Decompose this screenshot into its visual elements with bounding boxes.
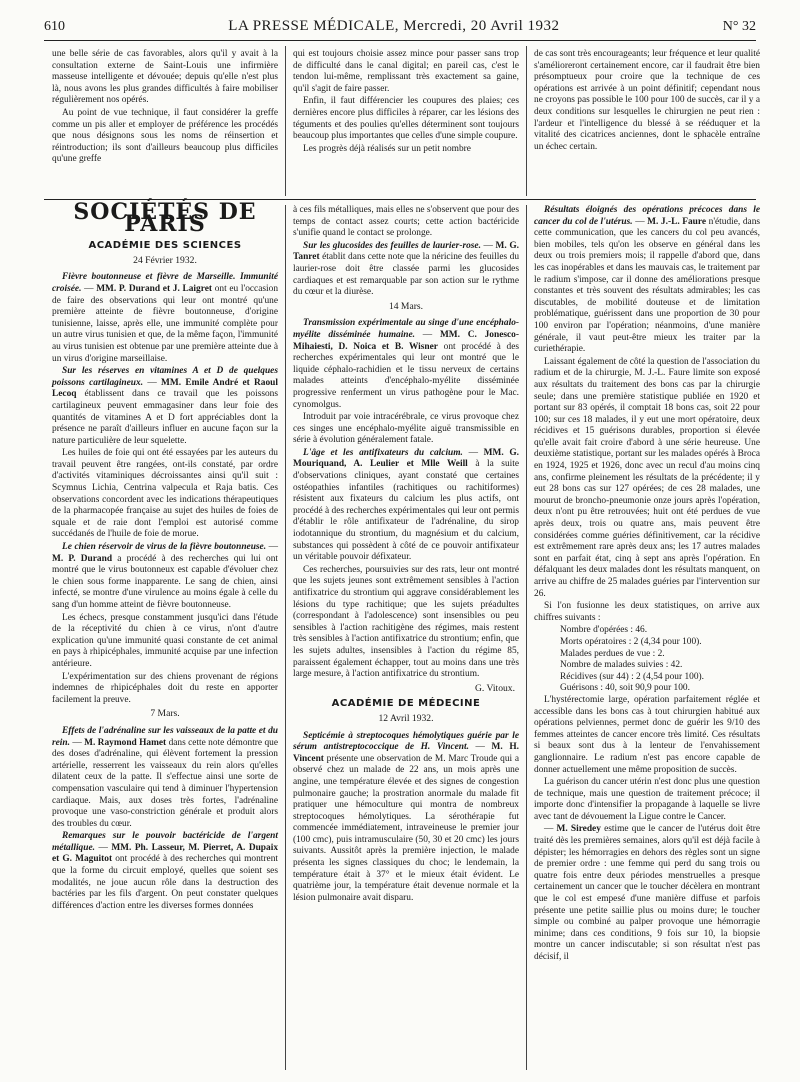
journal-title: LA PRESSE MÉDICALE, [228,18,400,34]
article-text: ont procédé à des recherches expérimentales qui leur ont montré que le liquide céphalo-rachidien et le tissu nerveux de certains malades atteints d'encéphalo-myélite disséminée progressive renferment un virus pathogène pour le Mac. cynomolgus. [293,341,519,410]
paragraph: Les progrès déjà réalisés sur un petit nombre [303,143,471,154]
article: — M. Siredey estime que le cancer de l'utérus doit être traité dès les premières semaines, alors qu'il est déjà facile à dépister; les hémorragies en dehors des règles sont un signe de premier ordre : une femme qui perd du sang trois ou quatre fois entre deux périodes menstruelles a presque certainement un cancer que le toucher décèlera en montrant que le col est empesé d'une manière diffuse et parfois présente une petite saillie plus ou moins dure; le toucher simple ou combiné au palper provoque une hémorragie minime; dans ces conditions, 9 fois sur 10, la biopsie montre un cancer indiscutable; si son résultat n'est pas décisif, il [534,824,761,962]
article: Septicémie à streptocoques hémolytiques guérie par le sérum antistreptococcique de H. Vincent. — M. H. Vincent présente une observation de M. Marc Troude qui a observé chez un malade de 22 ans, un mois après une angine, une température élevée et des signes de congestion pulmonaire gauche; la prostration anormale du malade fit pratiquer une hémoculture qui montra de nombreux streptocoques hémolytiques. La sérothérapie fut commencée immédiatement, intraveineuse le premier jour (100 cmc), puis intramusculaire (50, 30 et 20 cmc) les jours suivants. Aussitôt après la première injection, le malade présenta les signes classiques du choc; le lendemain, la température était à 37° et le mieux était évident. Le quatrième jour, la température était devenue normale et la lésion pulmonaire avait disparu. [293,730,520,903]
column-divider [285,205,286,1070]
header-rule [44,40,756,41]
issue-date: Mercredi, 20 Avril 1932 [403,18,560,34]
article-title: L'âge et les antifixateurs du calcium. [303,447,463,458]
article: Effets de l'adrénaline sur les vaisseaux de la patte et du rein. — M. Raymond Hamet dans cette note démontre que des doses d'adrénaline, qui élèvent fortement la pression artérielle, resserrent les vaisseaux du rein alors qu'elles dilatent ceux de la patte. Il s'effectue ainsi une sorte de compensation vasculaire qui tend à diminuer l'hypertension cardiaque. Mais, aux doses très fortes, l'adrénaline provoque une vaso-constriction générale et produit alors des troubles du cœur. [52,725,278,829]
article-authors: MM. C. Jonesco-Mihaiesti, D. Noica et B. Wisner [293,329,519,352]
statistic-line: Morts opératoires : 2 (4,34 pour 100). [560,636,702,647]
paragraph: Les échecs, presque constamment jusqu'ici dans l'étude de la réceptivité du chien à ce virus, n'ont d'autre explication qu'une immunité quasi constante de cet animal en pays à rhipicéphales, immunité acquise par une infection antérieure. [52,612,278,669]
paragraph: Au point de vue technique, il faut considérer la greffe comme un pis aller et employer de préférence les procédés que nous désignons sous les noms de réinsertion et réintroduction; ils sont d'ailleurs beaucoup plus difficiles qu'une greffe [52,107,278,165]
article-text: dans cette note démontre que des doses d'adrénaline, qui élèvent fortement la pression artérielle, resserrent les vaisseaux du rein alors qu'elles dilatent ceux de la patte. Il s'effectue ainsi une sorte de compensation vasculaire qui tend à diminuer l'hypertension cardiaque. Mais, aux doses très fortes, l'adrénaline provoque une vaso-constriction générale et produit alors des troubles du cœur. [52,737,278,829]
signature: G. Vitoux. [474,682,515,694]
statistic-line: Guérisons : 40, soit 90,9 pour 100. [560,683,690,694]
article-authors: M. J.-L. Faure [647,216,707,227]
statistic-line: Nombre de malades suivies : 42. [560,660,683,671]
article-title: Fièvre boutonneuse et fièvre de Marseille. Immunité croisée. [52,272,278,294]
article: Le chien réservoir de virus de la fièvre boutonneuse. — M. P. Durand a procédé à des recherches qui lui ont montré que le virus boutonneux est capable d'évoluer chez le chien sous forme inapparente. Le sang de chien, ainsi infecté, se montre d'une virulence au moins égale à celle du sang d'un homme atteint de fièvre boutonneuse. [52,542,278,610]
article-authors: M. G. Tanret [293,240,519,263]
article: Fièvre boutonneuse et fièvre de Marseille. Immunité croisée. — MM. P. Durand et J. Laigret ont eu l'occasion de faire des observations qui leur ont montré qu'une première atteinte de fièvre boutonneuse, d'origine tunisienne, laisse, après elle, une immunité complète pour un autre virus tunisien et que, de la même façon, l'immunité au virus tunisien est obtenue par une première atteinte due à un virus d'origine marseillaise. [52,272,279,364]
article-text: présente une observation de M. Marc Troude qui a observé chez un malade de 22 ans, un mois après une angine, une température élevée et des signes de congestion pulmonaire gauche; la prostration anormale du malade fit pratiquer une hémoculture qui montra de nombreux streptocoques hémolytiques. La sérothérapie fut commencée immédiatement, intraveineuse le premier jour (100 cmc), puis intramusculaire (50, 30 et 20 cmc) les jours suivants. Aussitôt après la première injection, le malade présenta les signes classiques du choc; le lendemain, la température était à 37° et le mieux était évident. Le quatrième jour, la température était devenue normale et la lésion pulmonaire avait disparu. [293,753,520,903]
article: Sur les glucosides des feuilles de laurier-rose. — M. G. Tanret établit dans cette note que la néricine des feuilles du laurier-rose doit être classée parmi les glucosides cardiaques et est remarquable par son action sur le rythme du cœur et la diurèse. [293,240,520,298]
top-column-2 [293,49,519,167]
article-text: établissent dans ce travail que les poissons cartilagineux peuvent emmagasiner dans leur foie des quantités de vitamines A et D fort appréciables dont la présence ne paraît d'ailleurs influer en aucune façon sur la nature particulière de leur squelette. [52,389,279,446]
top-column-1 [52,49,278,167]
article: Remarques sur le pouvoir bactéricide de l'argent métallique. — MM. Ph. Lasseur, M. Pierret, A. Dupaix et G. Maguitot ont procédé à des recherches qui montrent que la forme du circuit employé, quelles que soient ses modalités, ne joue aucun rôle dans la destruction des bactéries par les fils d'argent. On peut constater quelques différences d'action entre les diverses formes données [52,831,279,911]
article-text: ont eu l'occasion de faire des observations qui leur ont montré qu'une première atteinte de fièvre boutonneuse, d'origine tunisienne, laisse, après elle, une immunité complète pour un autre virus tunisien et que, de la même façon, l'immunité au virus tunisien est obtenue par une première atteinte due à un virus d'origine marseillaise. [52,283,279,364]
paragraph: Introduit par voie intracérébrale, ce virus provoque chez ces singes une encéphalo-myélite aiguë transmissible en série à évolution généralement fatale. [293,412,519,446]
column-divider [526,46,527,196]
section-title: SOCIÉTÉS DE PARIS [73,199,257,237]
paragraph: une belle série de cas favorables, alors qu'il y avait à la consultation externe de Saint-Louis une infirmière masseuse intelligente et dévouée; depuis qu'elle n'est plus là, nous avons les plus grandes difficultés à faire mobiliser régulièrement nos opérés. [52,49,278,106]
session-date: 24 Février 1932. [133,254,197,266]
article-text: ont procédé à des recherches qui montrent que la forme du circuit employé, quelles que soient ses modalités, ne joue aucun rôle dans la destruction des bactéries par les fils d'argent. On peut constater quelques différences d'action entre les diverses formes données [52,854,278,911]
article-title: Le chien réservoir de virus de la fièvre boutonneuse. [62,542,267,553]
paragraph: Laissant également de côté la question de l'association du radium et de la chirurgie, M. J.-L. Faure limite son exposé aux résultats du traitement des bons cas par la chirurgie seule; dans une première statistique publiée en 1920 et portant sur 83 opérés, il comptait 18 bons cas, soit 22 pour 100; sur ces 18 malades, il y eut une mort opératoire, deux récidives et 15 guérisons durables, proportion si élevée qu'elle avait fait croire d'abord à une série heureuse. Une deuxième statistique, portant sur les malades opérés à Broca en 1924, 1925 et 1926, donc avec un recul d'au moins cinq ans, confirme pleinement les résultats de la précédente; il y eut 28 bons cas sur 127 opérées; de ces 28 malades, une mourut de broncho-pneumonie onze jours après l'opération, deux n'ont pu être retrouvées; huit ont été perdues de vue après deux, trois ou quatre ans, mais peuvent être considérées comme guéries définitivement, car la récidive est extrêmement rare après deux ans; les 17 autres malades sont en parfait état, cinq à sept ans après l'opération. En défalquant les deux malades dont les résultats manquent, on arrive au chiffre de 25 malades guéries par l'intervention sur 26. [534,356,760,599]
article: Résultats éloignés des opérations précoces dans le cancer du col de l'utérus. — M. J.-L. Faure n'étudie, dans cette communication, que les cancers du col peu avancés, bien mobiles, tels qu'on les observe en général dans les deux ou trois premiers mois; il rappelle d'abord que, dans les cas inopérables et dans les mauvais cas, le traitement par le radium s'impose, car il donne des améliorations presque constantes et très souvent des résultats admirables; les cas discutables, de mobilité douteuse et de limitation problématique, guérissent dans une proportion de 30 pour 100 environ par l'opération; néanmoins, d'une manière générale, il vaut peut-être mieux les traiter par la curiethérapie. [534,205,761,355]
article-authors: MM. Emile André et Raoul Lecoq [52,377,278,400]
paragraph: Enfin, il faut différencier les coupures des plaies; ces dernières encore plus difficiles à réparer, car les lésions des téguments et des poulies qu'elles déterminent sont toujours beaucoup plus importantes que celles d'une simple coupure. [293,96,519,142]
article-text: à la suite d'observations cliniques, ayant constaté que certaines ostéopathies infantiles (rachitiques ou rachitiformes) résistent aux fixateurs du calcium les plus actifs, ont procédé à des recherches expérimentales qui leur ont permis d'établir le rôle antifixateur de l'adrénaline, du sirop iodotannique du strontium, du magnésium et du calcium, substances qui possèdent à côté de ce pouvoir antifixateur un véritable pouvoir défixateur. [293,459,519,563]
academy-heading: ACADÉMIE DES SCIENCES [88,240,242,252]
column-divider [285,46,286,196]
article-title: Effets de l'adrénaline sur les vaisseaux de la patte et du rein. [52,725,278,748]
top-column-3 [534,49,760,167]
societes-section [52,199,761,965]
article-text: estime que le cancer de l'utérus doit être traité dès les premières semaines, alors qu'il est déjà facile à dépister; les hémorragies en dehors des règles sont un signe de premier ordre : une femme qui perd du sang trois ou quatre fois entre deux périodes menstruelles a presque certainement un cancer que le toucher décèlera en montrant que le col est empesé d'une manière diffuse et parfois présente une petite saillie plus ou moins dure; le toucher simple ou combiné au palper provoque une hémorragie minime; dans ces conditions, 9 fois sur 10, la biopsie montre un cancer indiscutable; si son résultat n'est pas décisif, il [534,824,761,962]
article-text: a procédé à des recherches qui lui ont montré que le virus boutonneux est capable d'évoluer chez le chien sous forme inapparente. Le sang de chien, ainsi infecté, se montre d'une virulence au moins égale à celle du sang d'un homme atteint de fièvre boutonneuse. [52,553,278,610]
page-header [44,18,756,38]
article-title: Résultats éloignés des opérations précoces dans le cancer du col de l'utérus. [534,205,760,227]
article-authors: M. P. Durand [52,553,113,564]
paragraph: L'expérimentation sur des chiens provenant de régions indemnes de rhipicéphales doit du reste en apporter facilement la preuve. [52,671,278,705]
paragraph: de cas sont très encourageants; leur fréquence et leur qualité s'amélioreront certainement encore, car il faudrait être bien présomptueux pour croire que la technique de ces opérations est arrivée à un point définitif; cependant nous ne croyons pas possible le 100 pour 100 de succès, car il y a deux conditions sur lesquelles le chirurgien ne peut rien : l'ardeur et l'intelligence du blessé à se rééduquer et la vitalité des cicatrices anciennes, dont le sphacèle entraîne un échec certain. [534,49,760,152]
article: L'âge et les antifixateurs du calcium. — MM. G. Mouriquand, A. Leulier et Mlle Weill à la suite d'observations cliniques, ayant constaté que certaines ostéopathies infantiles (rachitiques ou rachitiformes) résistent aux fixateurs du calcium les plus actifs, ont procédé à des recherches expérimentales qui leur ont permis d'établir le rôle antifixateur de l'adrénaline, du sirop iodotannique du strontium, du magnésium et du calcium, substances qui possèdent à côté de ce pouvoir antifixateur un véritable pouvoir défixateur. [293,447,519,563]
article: Transmission expérimentale au singe d'une encéphalo-myélite disséminée humaine. — MM. C. Jonesco-Mihaiesti, D. Noica et B. Wisner ont procédé à des recherches expérimentales qui leur ont montré que le liquide céphalo-rachidien et le tissu nerveux de certains malades atteints d'encéphalo-myélite disséminée progressive renferment un virus pathogène pour le Mac. cynomolgus. [293,318,519,410]
paragraph: qui est toujours choisie assez mince pour passer sans trop de difficulté dans le canal digital; en pareil cas, c'est le tendon lui-même, remplissant très exactement sa gaine, qu'il s'agit de faire passer. [293,49,519,94]
statistic-line: Malades perdues de vue : 2. [560,648,665,659]
paragraph: Ces recherches, poursuivies sur des rats, leur ont montré que les sujets jeunes sont extrêmement sensibles à l'action antifixatrice du strontium qui aggrave considérablement les lésions du type rachitique; que les sujets préadultes (correspondant à l'adolescence) sont insensibles ou peu sensibles à l'action rachitigène des régimes, mais restent très sensibles à l'action antifixatrice du strontium; enfin, que les sujets adultes, insensibles à l'action du régime 85, paraissent également échapper, tout au moins dans une très large mesure, à l'action antifixatrice du strontium. [293,564,519,680]
statistic-line: Récidives (sur 44) : 2 (4,54 pour 100). [560,671,704,682]
article-authors: M. Raymond Hamet [84,737,167,748]
statistic-line: Nombre d'opérées : 46. [560,625,648,636]
article-authors: M. H. Vincent [293,742,519,764]
article-authors: M. Siredey [556,824,601,835]
paragraph: La guérison du cancer utérin n'est donc plus une question de technique, mais une question de traitement précoce; il importe donc d'intensifier la propagande à laquelle se livre avec tant de dévouement la Ligue contre le Cancer. [534,777,760,822]
article-authors: MM. Ph. Lasseur, M. Pierret, A. Dupaix et G. Maguitot [52,842,279,865]
session-date: 14 Mars. [388,300,424,312]
article-title: Septicémie à streptocoques hémolytiques guérie par le sérum antistreptococcique de H. Vincent. [293,730,519,753]
article-text: n'étudie, dans cette communication, que les cancers du col peu avancés, bien mobiles, tels qu'on les observe en général dans les deux ou trois premiers mois; il rappelle d'abord que, dans les cas inopérables et dans les mauvais cas, le traitement par le radium s'impose, car il donne des améliorations presque constantes et très souvent des résultats admirables; les cas discutables, de mobilité douteuse et de limitation problématique, guérissent dans une proportion de 30 pour 100 environ par l'opération; néanmoins, d'une manière générale, il vaut peut-être mieux les traiter par la curiethérapie. [534,216,761,355]
article-title: Remarques sur le pouvoir bactéricide de l'argent métallique. [52,831,278,853]
page-number: 610 [44,19,65,34]
continued-article [52,49,760,167]
article-title: Transmission expérimentale au singe d'une encéphalo-myélite disséminée humaine. [293,318,519,340]
journal-title-line [228,18,559,35]
session-date: 12 Avril 1932. [378,712,434,724]
paragraph: Si l'on fusionne les deux statistiques, on arrive aux chiffres suivants : [534,601,760,623]
main-column-1 [52,199,279,965]
article-title: Sur les réserves en vitamines A et D de quelques poissons cartilagineux. [52,366,278,388]
paragraph: Les huiles de foie qui ont été essayées par les auteurs du travail peuvent être rangées, ont-ils constaté, par ordre d'activités vitaminiques décroissantes ainsi qu'il suit : Scymnus Lichia, Centrina valpecula et Raja batis. Ces observations concordent avec les indications thérapeutiques de la pharmacopée française au sujet des huiles de foies de squale et de raie dont l'emploi est autorisé comme succédanés de l'huile de foie de morue. [52,448,278,540]
article-authors: MM. P. Durand et J. Laigret [96,283,212,294]
main-column-2 [293,205,519,965]
paragraph: L'hystérectomie large, opération parfaitement réglée et accessible dans les bons cas à tout chirurgien habitué aux opérations pelviennes, permet donc de guérir les 9/10 des femmes atteintes de cancer encore très limité. Ces résultats si beaux sont dus à la lenteur de l'envahissement ganglionnaire. Le radium n'est pas encore capable de donner actuellement une même proposition de succès. [534,694,760,775]
session-date: 7 Mars. [150,708,180,720]
column-divider [526,205,527,1070]
paragraph: à ces fils métalliques, mais elles ne s'observent que pour des temps de contact assez courts; cette action bactéricide s'unifie quand le contact se prolonge. [293,205,519,239]
article-authors: MM. G. Mouriquand, A. Leulier et Mlle Weill [293,447,519,470]
main-column-3 [534,205,760,965]
article: Sur les réserves en vitamines A et D de quelques poissons cartilagineux. — MM. Emile André et Raoul Lecoq établissent dans ce travail que les poissons cartilagineux peuvent emmagasiner dans leur foie des quantités de vitamines A et D fort appréciables dont la présence ne paraît d'ailleurs influer en aucune façon sur la nature particulière de leur squelette. [52,366,279,446]
issue-number: N° 32 [722,19,756,34]
article-title: Sur les glucosides des feuilles de laurier-rose. [303,240,481,251]
article-text: établit dans cette note que la néricine des feuilles du laurier-rose doit être classée parmi les glucosides cardiaques et est remarquable par son action sur le rythme du cœur et la diurèse. [293,252,520,298]
academy-heading: ACADÉMIE DE MÉDECINE [331,698,481,710]
